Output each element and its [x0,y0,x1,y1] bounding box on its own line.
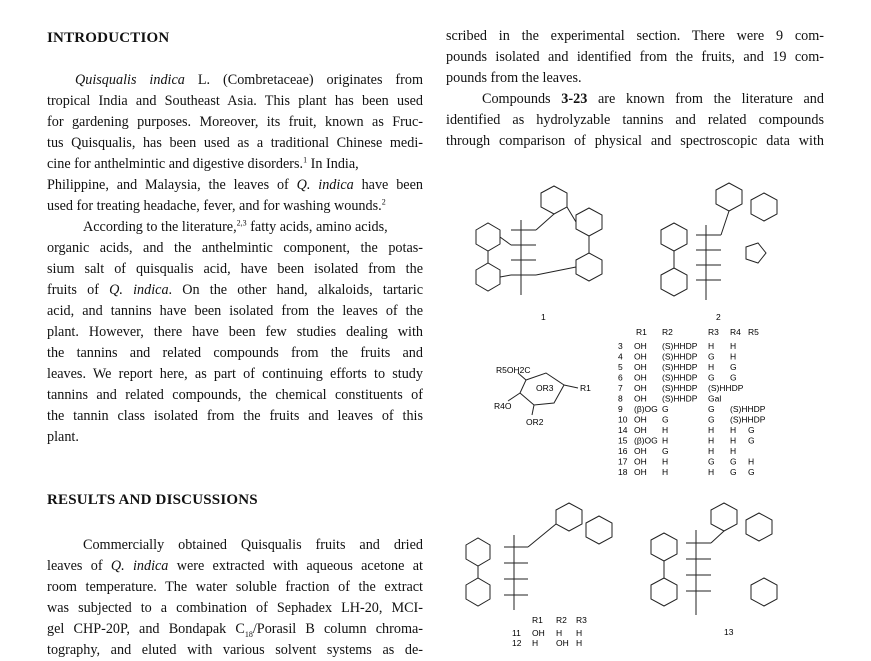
table-cell: OH [634,383,647,393]
sugar-label: OR3 [536,383,554,393]
intro-line: the tannins and related compounds from the fruits and [47,345,423,361]
intro-line [47,154,423,175]
table-cell: 4 [618,351,623,362]
table-cell: H [556,628,563,638]
table-cell: 5 [618,362,623,372]
structure-2 [661,183,777,300]
structure-13 [651,503,777,615]
table-cell: G [730,467,737,477]
table-cell: (S)HHDP [730,404,766,414]
results-line: room temperature. The water soluble fraction of the extract [47,579,423,595]
table-header: R3 [576,615,587,625]
table-cell: G [708,351,715,362]
table-cell: (S)HHDP [662,383,698,393]
results-heading: RESULTS AND DISCUSSIONS [47,492,258,508]
compound-label: 13 [724,627,734,637]
table-cell: OH [634,446,647,456]
right-line: Compounds 3-23 are known from the literature and [482,91,824,107]
table-cell: G [708,372,715,383]
table-cell: 7 [618,383,623,393]
right-line: identified as hydrolyzable tannins and related compounds [446,112,824,128]
right-line: pounds from the leaves. [446,70,582,86]
intro-paragraph-1 [47,70,423,217]
table-cell: G [730,456,737,467]
table-cell: H [576,628,583,638]
table-cell: OH [634,372,647,383]
right-line: scribed in the experimental section. There were 9 com- [446,28,824,44]
right-line: through comparison of physical and spectroscopic data with [446,133,824,149]
results-paragraph-1 [47,535,423,661]
table-header: R1 [532,615,543,625]
intro-line: for gardening purposes. Moreover, its fruit, known as Fruc- [47,114,423,130]
table-cell: G [662,446,669,456]
table-cell: 10 [618,414,628,425]
intro-line: tropical India and Southeast Asia. This plant has been used [47,93,423,109]
intro-line: leaves. We report here, as part of continuing efforts to study [47,366,423,382]
table-cell: H [730,425,737,435]
intro-line: organic acids, and the anthelmintic component, the potas- [47,240,423,256]
table-cell: 18 [618,467,628,477]
table-cell: 9 [618,404,623,414]
table-header: R2 [662,327,673,337]
table-header: R4 [730,327,741,337]
table-cell: 11 [512,628,521,638]
species-name: Quisqualis indica [75,72,185,88]
intro-line-text: In India, [307,156,359,172]
intro-line: the tannin class isolated from the fruits and leaves of this [47,408,423,424]
table-cell: H [532,638,539,648]
table-cell: H [708,446,715,456]
table-cell: H [662,467,669,477]
table-header: R3 [708,327,719,337]
table-cell: OH [634,362,647,372]
intro-line: Quisqualis indica L. (Combretaceae) originates from [75,72,424,88]
intro-paragraph-2 [47,217,423,448]
table-cell: Gal [708,393,722,404]
table-cell: (S)HHDP [662,372,698,383]
table-cell: G [662,414,669,425]
table-cell: H [748,456,755,467]
table-cell: H [730,446,737,456]
table-cell: H [662,435,669,446]
intro-line: plant. However, there have been few studies dealing with [47,324,423,340]
table-cell: (S)HHDP [708,383,744,393]
table-cell: 12 [512,638,522,648]
bottom-substituent-table [512,615,587,648]
intro-line: plant. [47,429,79,445]
table-cell: (S)HHDP [662,341,698,351]
reference-sup: 2 [381,197,386,207]
table-header: R1 [636,327,647,337]
table-cell: G [730,362,737,372]
table-cell: OH [634,425,647,435]
intro-line [47,196,423,217]
results-line: was subjected to a combination of Sephadex LH-20, MCI- [47,600,423,616]
table-cell: OH [634,393,647,404]
table-cell: G [708,414,715,425]
table-cell: (S)HHDP [662,362,698,372]
right-column [446,28,824,154]
table-cell: G [708,404,715,414]
table-cell: 15 [618,435,628,446]
results-line: Commercially obtained Quisqualis fruits and dried [83,537,423,553]
table-cell: H [708,467,715,477]
chemical-structures-figure [446,175,826,651]
introduction-heading: INTRODUCTION [47,30,170,46]
table-cell: H [708,435,715,446]
table-header: R2 [556,615,567,625]
structure-1 [476,186,602,295]
table-cell: (S)HHDP [662,351,698,362]
structure-11-12 [466,503,612,610]
intro-line: acid, and tannins have been isolated from the leaves of the [47,303,423,319]
table-cell: OH [634,341,647,351]
sugar-label: R5OH2C [496,365,531,375]
table-cell: G [748,435,755,446]
table-cell: G [708,456,715,467]
compound-label: 2 [716,312,721,322]
table-cell: G [730,372,737,383]
table-cell: 8 [618,393,623,404]
intro-line [47,217,423,238]
intro-line-text: used for treating headache, fever, and for washing wounds. [47,198,382,214]
table-cell: OH [556,638,569,648]
table-cell: H [730,351,737,362]
intro-line: tannins and related compounds, the chemical constituents of [47,387,423,403]
table-cell: (S)HHDP [662,393,698,404]
intro-line-text: fatty acids, amino acids, [246,219,388,235]
table-cell: 17 [618,456,628,467]
right-line: pounds isolated and identified from the fruits, and 19 com- [446,49,824,65]
table-cell: H [708,341,715,351]
table-cell: OH [532,628,545,638]
table-cell: H [576,638,583,648]
compound-label: 1 [541,312,546,322]
table-cell: H [662,456,669,467]
table-cell: H [730,435,737,446]
table-cell: 16 [618,446,628,456]
table-cell: 3 [618,341,623,351]
table-cell: 14 [618,425,628,435]
table-cell: 6 [618,372,623,383]
intro-line: tus Quisqualis, has been used as a traditional Chinese medi- [47,135,423,151]
table-cell: (β)OG [634,435,658,446]
substituent-table [618,327,766,477]
results-line: tography, and eluted with various solvent systems as de- [47,642,423,658]
table-cell: H [708,425,715,435]
sugar-core-structure [508,373,578,415]
results-line: leaves of Q. indica were extracted with aqueous acetone at [47,558,423,574]
table-cell: (S)HHDP [730,414,766,425]
table-cell: G [662,404,669,414]
reference-sup: 1 [303,155,308,165]
intro-line-text: cine for anthelmintic and digestive disorders. [47,156,304,172]
table-cell: H [708,362,715,372]
table-cell: OH [634,351,647,362]
table-cell: G [748,425,755,435]
results-line: gel CHP-20P, and Bondapak $C_{18}$/Porasil B column chroma- [47,621,423,639]
intro-line: fruits of Q. indica. On the other hand, alkaloids, tartaric [47,282,423,298]
table-cell: OH [634,467,647,477]
table-cell: OH [634,456,647,467]
table-cell: OH [634,414,647,425]
sugar-label: R4O [494,401,512,411]
table-cell: G [748,467,755,477]
table-header: R5 [748,327,759,337]
sugar-label: OR2 [526,417,544,427]
reference-sup: 2,3 [236,218,247,228]
table-cell: H [662,425,669,435]
intro-line: Philippine, and Malaysia, the leaves of Q. indica have been [47,177,423,193]
sugar-label: R1 [580,383,591,393]
intro-line-text: According to the literature, [83,219,237,235]
table-cell: (β)OG [634,404,658,414]
table-cell: H [730,341,737,351]
intro-line: sium salt of quisqualis acid, have been isolated from the [47,261,423,277]
